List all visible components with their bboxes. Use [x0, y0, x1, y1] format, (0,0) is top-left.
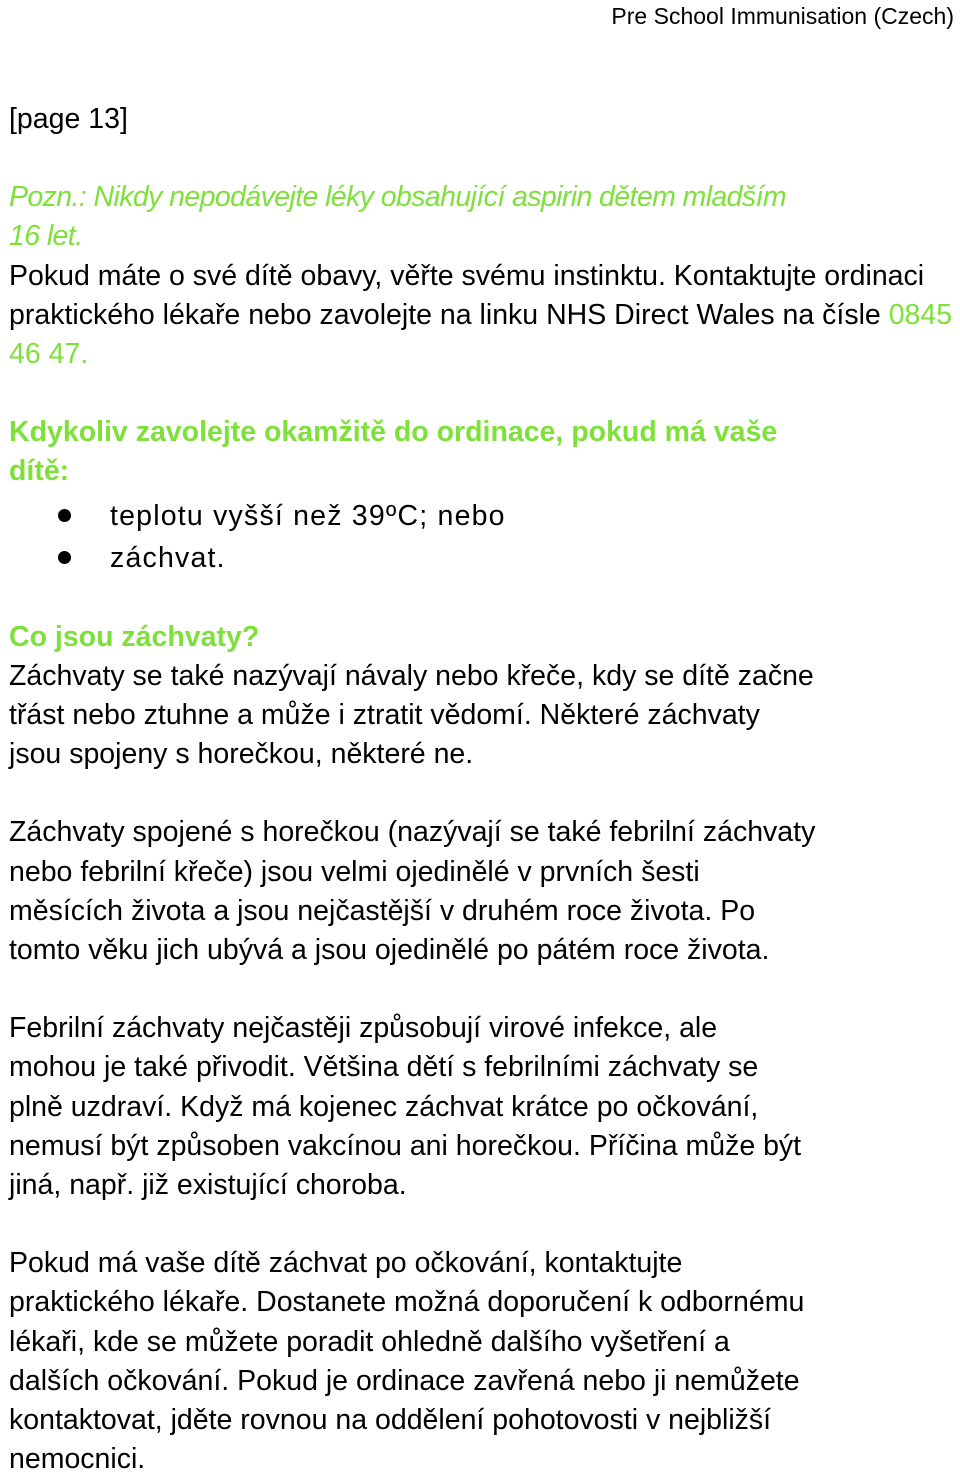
text-line: Febrilní záchvaty nejčastěji způsobují virové infekce, ale — [9, 1012, 718, 1045]
text-line: mohou je také přivodit. Většina dětí s febrilními záchvaty se — [9, 1051, 759, 1084]
text-line: Pokud má vaše dítě záchvat po očkování, kontaktujte — [9, 1247, 683, 1280]
text-line: nebo febrilní křeče) jsou velmi ojedinělé v prvních šesti — [9, 855, 700, 888]
nhs-direct-phone: 0845 46 47. — [9, 298, 953, 371]
document-body — [9, 100, 954, 1479]
seizures-paragraph-1 — [9, 657, 954, 775]
bullet-icon — [58, 509, 71, 522]
text-line: Záchvaty se také nazývají návaly nebo křeče, kdy se dítě začne — [9, 659, 814, 692]
seizures-heading: Co jsou záchvaty? — [9, 620, 260, 653]
text-line: praktického lékaře. Dostanete možná doporučení k odbornému — [9, 1286, 805, 1319]
worry-text: Pokud máte o své dítě obavy, věřte svému instinktu. Kontaktujte ordinaci praktického lékaře nebo zavolejte na linku NHS Direct Wales na čísle — [9, 259, 925, 331]
text-line: tomto věku jich ubývá a jsou ojedinělé po pátém roce života. — [9, 934, 770, 967]
list-item — [9, 495, 954, 537]
worry-paragraph — [9, 257, 954, 375]
aspirin-note-line-2: 16 let. — [9, 220, 83, 253]
call-heading-line-2: dítě: — [9, 455, 70, 488]
call-heading-line-1: Kdykoliv zavolejte okamžitě do ordinace, pokud má vaše — [9, 416, 778, 449]
aspirin-note-line-1: Pozn.: Nikdy nepodávejte léky obsahující aspirin dětem mladším — [9, 181, 787, 214]
list-item-text: záchvat. — [110, 541, 226, 574]
text-line: nemocnici. — [9, 1443, 146, 1476]
seizures-paragraph-3 — [9, 1009, 954, 1205]
list-item — [9, 537, 954, 579]
text-line: měsících života a jsou nejčastější v druhém roce života. Po — [9, 894, 756, 927]
seizures-paragraph-4 — [9, 1244, 954, 1479]
document-header: Pre School Immunisation (Czech) — [611, 3, 954, 29]
list-item-text: teplotu vyšší než 39ºC; nebo — [110, 499, 506, 532]
text-line: nemusí být způsoben vakcínou ani horečkou. Příčina může být — [9, 1129, 802, 1162]
page-label: [page 13] — [9, 103, 128, 135]
bullet-icon — [58, 551, 71, 564]
text-line: jsou spojeny s horečkou, některé ne. — [9, 738, 474, 771]
text-line: třást nebo ztuhne a může i ztratit vědomí. Některé záchvaty — [9, 699, 760, 732]
seizures-paragraph-2 — [9, 813, 954, 970]
text-line: lékaři, kde se můžete poradit ohledně dalšího vyšetření a — [9, 1325, 730, 1358]
text-line: jiná, např. již existující choroba. — [9, 1169, 407, 1202]
text-line: kontaktovat, jděte rovnou na oddělení pohotovosti v nejbližší — [9, 1404, 772, 1437]
symptom-list — [9, 495, 954, 579]
text-line: Záchvaty spojené s horečkou (nazývají se také febrilní záchvaty — [9, 816, 816, 849]
text-line: plně uzdraví. Když má kojenec záchvat krátce po očkování, — [9, 1090, 759, 1123]
text-line: dalších očkování. Pokud je ordinace zavřená nebo ji nemůžete — [9, 1364, 800, 1397]
